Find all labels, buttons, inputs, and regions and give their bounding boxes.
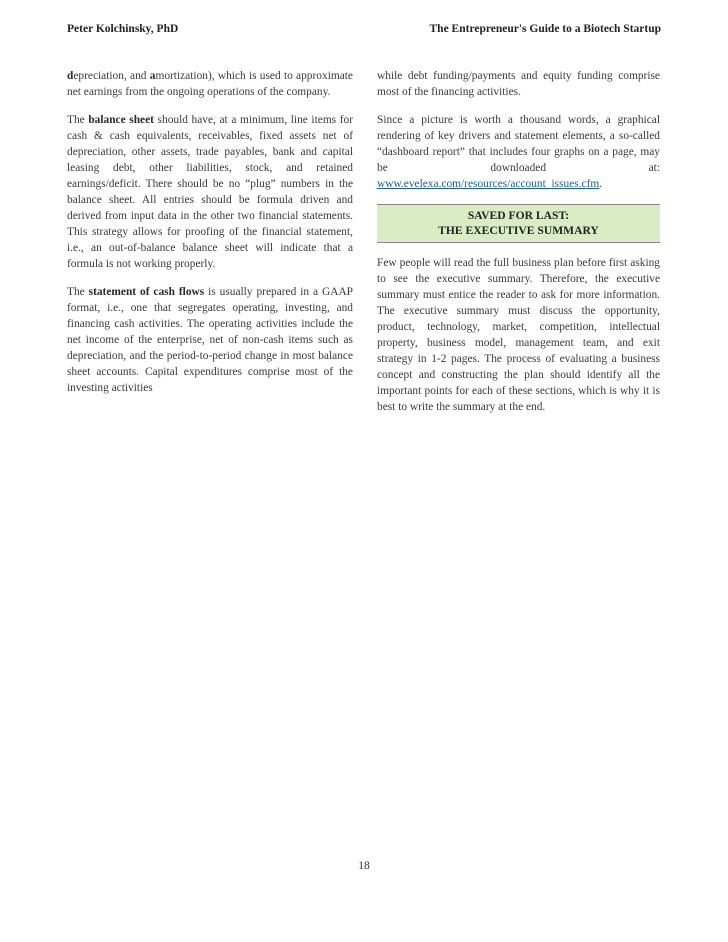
paragraph-text: is usually prepared in a GAAP format, i.e., one that segregates operating, investing, and financing cash activities. The operating activities include the net income of the enterprise, net of non-cash items such as depreciation, and the period-to-period change in most balance sheet accounts. Capital expenditures comprise most of the investing activities [67,286,354,394]
paragraph-text: mortization), which is used to approximate net earnings from the ongoing operations of the company. [67,70,353,98]
right-column [377,68,660,427]
paragraph-dashboard: Since a picture is worth a thousand words, a graphical rendering of key drivers and statement elements, a so-called “dashboard report” that includes four graphs on a page, may be downloaded at: www.evelexa.com/resources/account_issues.cfm. [377,114,660,190]
section-heading-line2: THE EXECUTIVE SUMMARY [438,224,599,237]
section-heading-box [377,204,660,243]
term-balance-sheet: balance sheet [88,114,154,126]
term-statement-of-cash-flows: statement of cash flows [88,286,205,298]
paragraph-text: The [67,114,89,126]
running-header-book-title: The Entrepreneur's Guide to a Biotech Startup [429,23,661,35]
left-column [67,68,353,408]
dropcap-a: a [149,70,156,82]
paragraph-text: epreciation, and [73,70,150,82]
paragraph-executive-summary: Few people will read the full business plan before first asking to see the executive summary. Therefore, the executive summary must entice the reader to ask for more information. The executive summary must discuss the opportunity, product, technology, market, competition, intellectual property, business model, management team, and exit strategy in 1-2 pages. The process of evaluating a business concept and constructing the plan should identify all the important points for each of these sections, which is why it is best to write the summary at the end. [377,257,660,413]
paragraph-balance-sheet [67,112,353,272]
dashboard-report-link[interactable]: www.evelexa.com/resources/account_issues.cfm [377,178,600,190]
paragraph-text: Since a picture is worth a thousand words, a graphical rendering of key drivers and statement elements, a so-called “dashboard report” that includes four graphs on a page, may be downloaded at: [377,114,660,174]
paragraph-depreciation [67,68,353,100]
running-header-author: Peter Kolchinsky, PhD [67,23,179,35]
paragraph-financing: while debt funding/payments and equity funding comprise most of the financing activities. [377,70,660,98]
paragraph-cash-flows [67,284,353,396]
paragraph-text: The [67,286,89,298]
dropcap-d: d [67,70,74,82]
section-heading-line1: SAVED FOR LAST: [467,209,570,222]
paragraph-text: should have, at a minimum, line items for cash & cash equivalents, receivables, fixed assets net of depreciation, other assets, trade payables, bank and capital leasing debt, other liabilities, stock, and retained earnings/deficit. There should be no “plug” numbers in the balance sheet. All entries should be formula driven and derived from input data in the other two financial statements. This strategy allows for proofing of the financial statement, i.e., an out-of-balance balance sheet will indicate that a formula is not working properly. [67,114,354,270]
page-number: 18 [358,860,370,872]
